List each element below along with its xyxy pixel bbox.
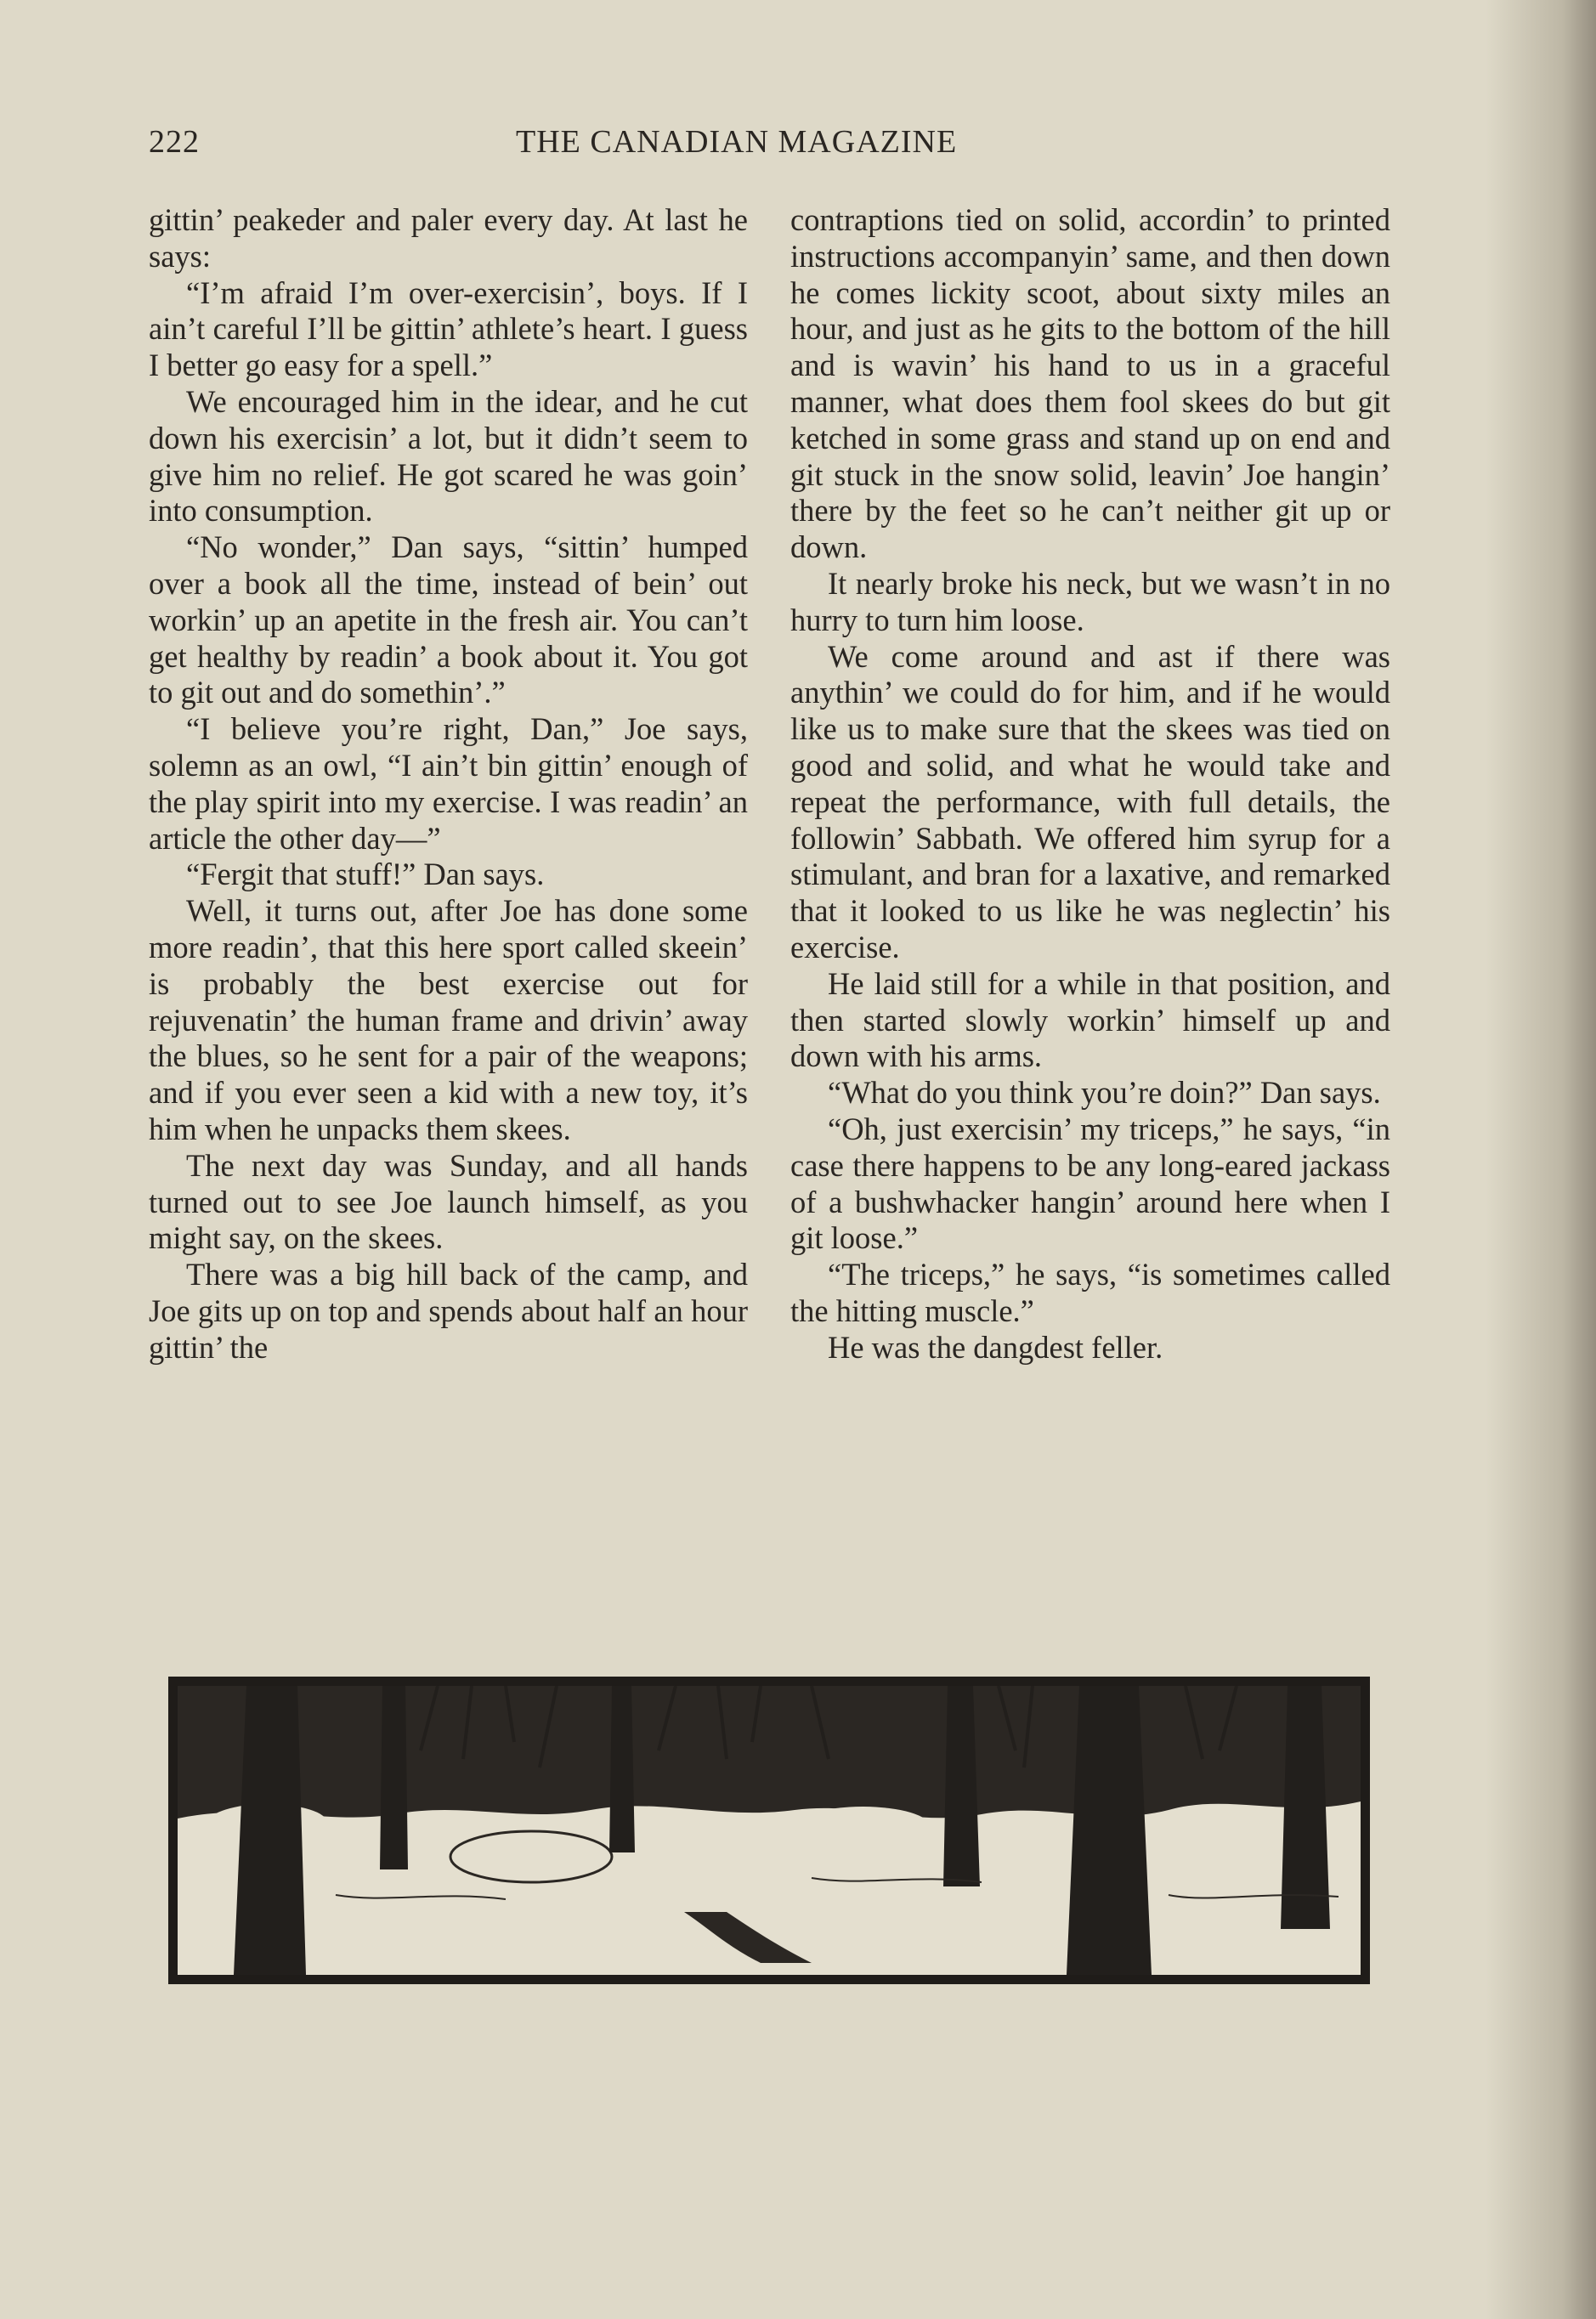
left-column [149,202,748,1366]
right-column [790,202,1390,1366]
paragraph: “The triceps,” he says, “is sometimes called the hitting muscle.” [790,1257,1390,1328]
paragraph: There was a big hill back of the camp, and Joe gits up on top and spends about half an hour gittin’ the [149,1257,748,1365]
winter-forest-illustration [166,1674,1372,1987]
running-title: THE CANADIAN MAGAZINE [516,124,958,160]
paragraph: gittin’ peakeder and paler every day. At last he says: [149,202,748,274]
running-header [149,123,1028,166]
paragraph: “I’m afraid I’m over-exercisin’, boys. If I ain’t careful I’ll be gittin’ athlete’s heart. I guess I better go easy for a spell.” [149,274,748,383]
paragraph: The next day was Sunday, and all hands turned out to see Joe launch himself, as you might say, on the skees. [149,1147,748,1256]
paragraph: Well, it turns out, after Joe has done some more readin’, that this here sport called skeein’ is probably the best exercise out for rejuvenatin’ the human frame and drivin’ away the blues, so he sent for a pair of the weapons; and if you ever seen a kid with a new toy, it’s him when he unpacks them skees. [149,893,748,1146]
paragraph: “Oh, just exercisin’ my triceps,” he says, “in case there happens to be any long-eared jackass of a bushwhacker hangin’ around here when I git loose.” [790,1111,1390,1256]
paragraph: We encouraged him in the idear, and he cut down his exercisin’ a lot, but it didn’t seem to give him no relief. He got scared he was goin’ into consumption. [149,383,748,529]
paragraph: “What do you think you’re doin?” Dan says. [828,1075,1381,1111]
paragraph: He was the dangdest feller. [828,1329,1163,1365]
page-number: 222 [149,124,200,160]
paragraph: It nearly broke his neck, but we wasn’t in no hurry to turn him loose. [790,565,1390,637]
paragraph: contraptions tied on solid, accordin’ to printed instructions accompanyin’ same, and then down he comes lickity scoot, about sixty miles an hour, and just as he gits to the bottom of the hill and is wavin’ his hand to us in a graceful manner, what does them fool skees do but git ketched in some grass and stand up on end and git stuck in the snow solid, leavin’ Joe hangin’ there by the feet so he can’t neither git up or down. [790,202,1390,565]
paragraph: “No wonder,” Dan says, “sittin’ humped over a book all the time, instead of bein’ out workin’ up an apetite in the fresh air. You can’t get healthy by readin’ a book about it. You got to git out and do somethin’.” [149,529,748,710]
paragraph: “Fergit that stuff!” Dan says. [186,857,545,892]
paragraph: He laid still for a while in that position, and then started slowly workin’ himself up and down with his arms. [790,965,1390,1074]
page-edge-shadow [1486,0,1596,2319]
paragraph: “I believe you’re right, Dan,” Joe says, solemn as an owl, “I ain’t bin gittin’ enough of the play spirit into my exercise. I was readin’ an article the other day—” [149,711,748,856]
paragraph: We come around and ast if there was anythin’ we could do for him, and if he would like us to make sure that the skees was tied on good and solid, and what he would take and repeat the performance, with full details, the followin’ Sabbath. We offered him syrup for a stimulant, and bran for a laxative, and remarked that it looked to us like he was neglectin’ his exercise. [790,638,1390,964]
